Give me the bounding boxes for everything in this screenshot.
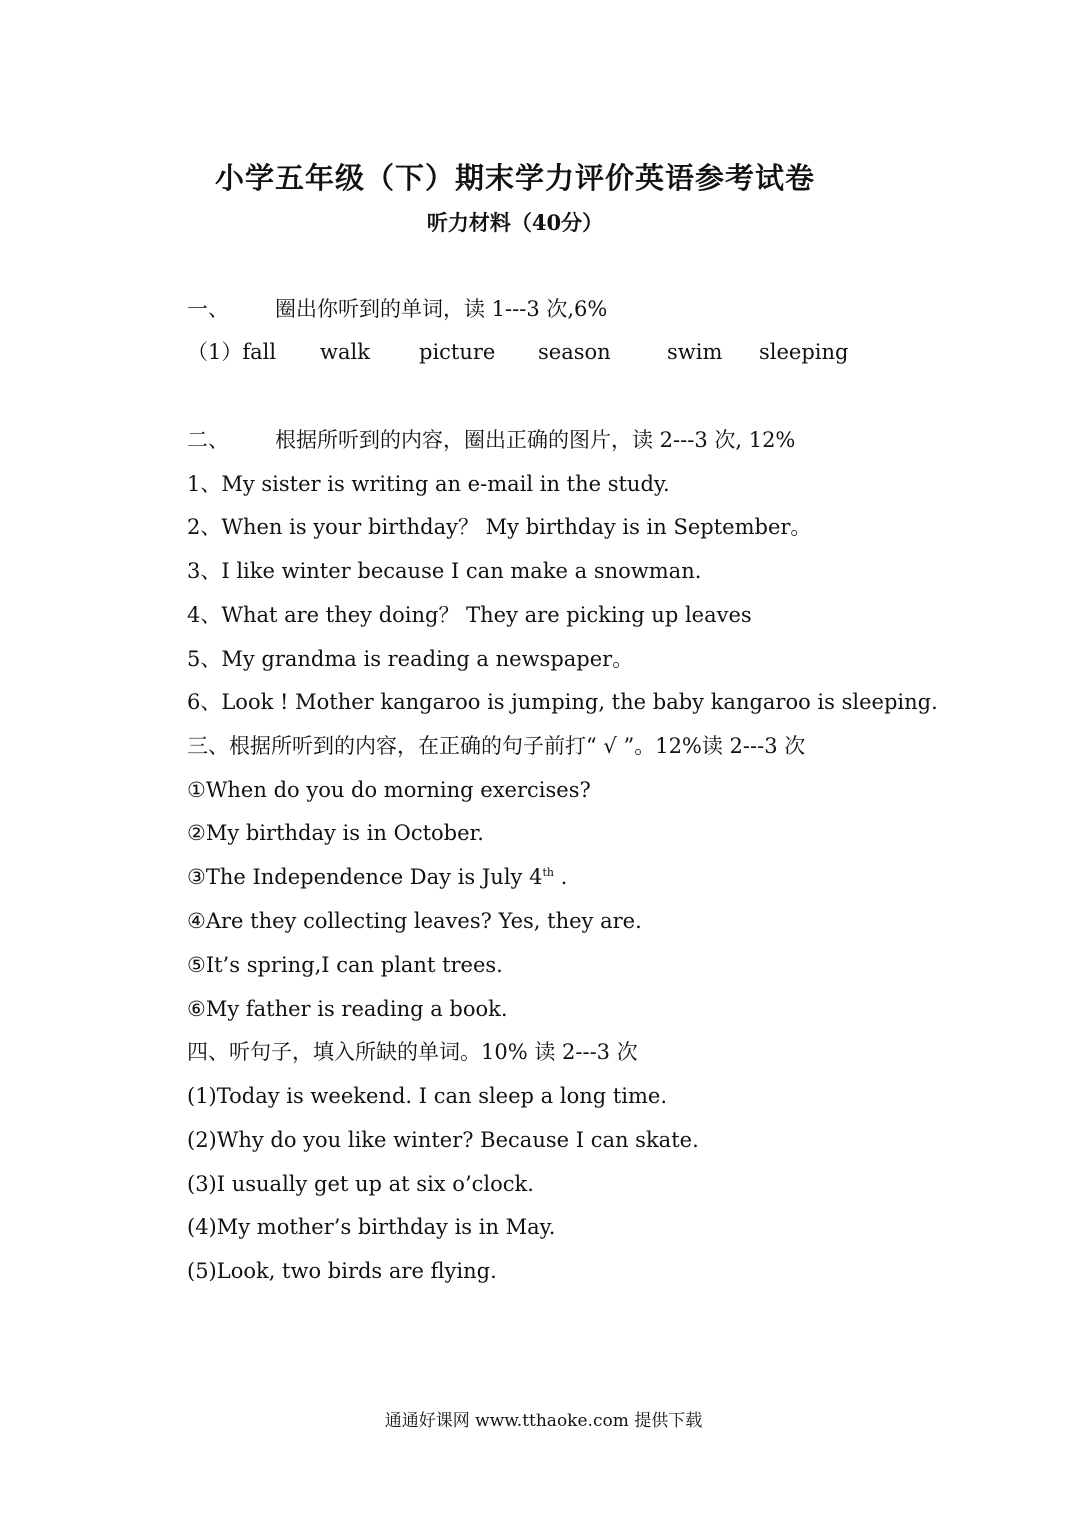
list-item: (5)Look, two birds are flying.: [187, 1259, 497, 1283]
page-subtitle: 听力材料（40分）: [426, 210, 604, 235]
list-item: 4、What are they doing？ They are picking up leaves: [187, 603, 752, 627]
page-title: 小学五年级（下）期末学力评价英语参考试卷: [214, 161, 815, 195]
section1-instruction: 圈出你听到的单词，读 1---3 次,6%: [275, 297, 608, 321]
list-item: ①When do you do morning exercises?: [187, 778, 591, 802]
section2-number: 二、: [187, 428, 229, 452]
list-item: 2、When is your birthday？ My birthday is in September。: [187, 515, 812, 539]
word-item: sleeping: [759, 340, 849, 364]
section1-number: 一、: [187, 297, 229, 321]
list-item: (1)Today is weekend. I can sleep a long time.: [187, 1084, 668, 1108]
word-item: walk: [320, 340, 370, 364]
section4-heading: 四、听句子，填入所缺的单词。10% 读 2---3 次: [187, 1040, 638, 1064]
word-item: （1）fall: [187, 340, 277, 364]
list-item: ④Are they collecting leaves? Yes, they are.: [187, 909, 642, 933]
list-item: 5、My grandma is reading a newspaper。: [187, 647, 634, 671]
list-item: (4)My mother’s birthday is in May.: [187, 1215, 556, 1239]
list-item: 6、Look ! Mother kangaroo is jumping, the baby kangaroo is sleeping.: [187, 690, 938, 714]
list-item: 3、I like winter because I can make a snowman.: [187, 559, 702, 583]
section1-heading: [187, 294, 607, 324]
word-item: picture: [419, 340, 496, 364]
section1-word-list: [187, 337, 887, 367]
list-item: 1、My sister is writing an e-mail in the study.: [187, 472, 670, 496]
list-item: (2)Why do you like winter? Because I can skate.: [187, 1128, 699, 1152]
word-item: season: [538, 340, 611, 364]
word-item: swim: [667, 340, 723, 364]
list-item-tail: .: [553, 865, 568, 889]
list-item: (3)I usually get up at six o’clock.: [187, 1172, 534, 1196]
page-footer: 通通好课网 www.tthaoke.com 提供下载: [384, 1411, 703, 1431]
list-item: [187, 862, 567, 892]
section2-heading: [187, 425, 795, 455]
section3-heading: 三、根据所听到的内容，在正确的句子前打“ √ ”。12%读 2---3 次: [187, 734, 806, 758]
list-item: ⑤It’s spring,I can plant trees.: [187, 953, 503, 977]
list-item: ⑥My father is reading a book.: [187, 997, 508, 1021]
list-item-text: ③The Independence Day is July 4: [187, 865, 543, 889]
ordinal-suffix: th: [542, 866, 554, 879]
list-item: ②My birthday is in October.: [187, 821, 484, 845]
section2-instruction: 根据所听到的内容，圈出正确的图片，读 2---3 次, 12%: [275, 428, 796, 452]
